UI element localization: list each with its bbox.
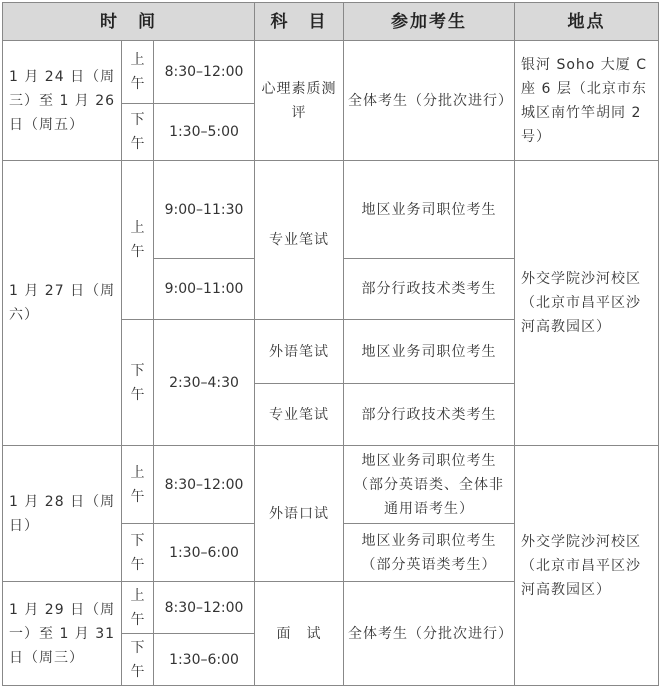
time-cell: 1:30–6:00 (154, 634, 255, 686)
period-pm: 下午 (122, 524, 154, 582)
candidates-cell: 地区业务司职位考生 (344, 320, 515, 384)
time-cell: 8:30–12:00 (154, 446, 255, 524)
candidates-cell: 部分行政技术类考生 (344, 384, 515, 446)
subject-cell: 面 试 (255, 582, 344, 686)
date-cell: 1 月 28 日（周日） (3, 446, 122, 582)
table-row (3, 446, 659, 524)
period-pm: 下午 (122, 320, 154, 446)
date-cell: 1 月 27 日（周六） (3, 161, 122, 446)
header-location: 地点 (515, 3, 659, 41)
subject-cell: 专业笔试 (255, 384, 344, 446)
period-am: 上午 (122, 41, 154, 104)
time-cell: 8:30–12:00 (154, 582, 255, 634)
table-row (3, 41, 659, 104)
subject-cell: 心理素质测评 (255, 41, 344, 161)
time-cell: 9:00–11:30 (154, 161, 255, 259)
candidates-cell: 全体考生（分批次进行） (344, 582, 515, 686)
location-cell: 外交学院沙河校区（北京市昌平区沙河高教园区） (515, 446, 659, 686)
subject-cell: 外语笔试 (255, 320, 344, 384)
location-cell: 银河 Soho 大厦 C 座 6 层（北京市东城区南竹竿胡同 2 号） (515, 41, 659, 161)
date-cell: 1 月 29 日（周一）至 1 月 31 日（周三） (3, 582, 122, 686)
table-row (3, 161, 659, 259)
period-am: 上午 (122, 446, 154, 524)
time-cell: 2:30–4:30 (154, 320, 255, 446)
period-am: 上午 (122, 161, 154, 320)
time-cell: 9:00–11:00 (154, 259, 255, 320)
candidates-cell: 地区业务司职位考生（部分英语类考生） (344, 524, 515, 582)
time-cell: 1:30–5:00 (154, 104, 255, 161)
candidates-cell: 地区业务司职位考生 (344, 161, 515, 259)
period-am: 上午 (122, 582, 154, 634)
candidates-cell: 地区业务司职位考生（部分英语类、全体非通用语考生） (344, 446, 515, 524)
candidates-cell: 全体考生（分批次进行） (344, 41, 515, 161)
time-cell: 8:30–12:00 (154, 41, 255, 104)
location-cell: 外交学院沙河校区（北京市昌平区沙河高教园区） (515, 161, 659, 446)
period-pm: 下午 (122, 104, 154, 161)
exam-schedule-table (2, 2, 659, 686)
header-candidates: 参加考生 (344, 3, 515, 41)
header-time: 时 间 (3, 3, 255, 41)
date-cell: 1 月 24 日（周三）至 1 月 26 日（周五） (3, 41, 122, 161)
time-cell: 1:30–6:00 (154, 524, 255, 582)
candidates-cell: 部分行政技术类考生 (344, 259, 515, 320)
header-subject: 科 目 (255, 3, 344, 41)
subject-cell: 专业笔试 (255, 161, 344, 320)
subject-cell: 外语口试 (255, 446, 344, 582)
period-pm: 下午 (122, 634, 154, 686)
header-row (3, 3, 659, 41)
